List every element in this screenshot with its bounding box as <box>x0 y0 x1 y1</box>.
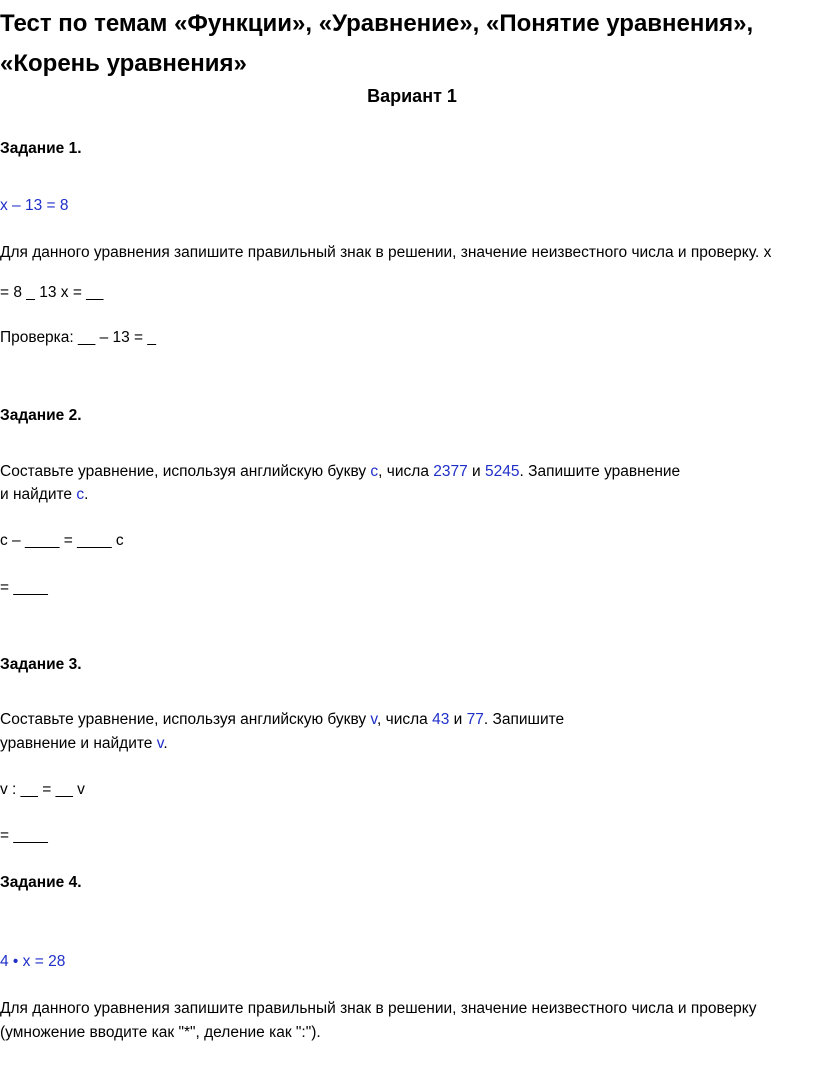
task2-number-1: 2377 <box>433 463 468 480</box>
task1-heading: Задание 1. <box>0 140 82 157</box>
task3-blank-line2: = ____ <box>0 827 48 844</box>
task3-text-line2: уравнение и найдите v. <box>0 735 168 752</box>
variant-heading: Вариант 1 <box>367 86 457 106</box>
task3-variable: v <box>370 711 378 728</box>
task3-number-2: 77 <box>466 711 484 728</box>
task2-blank-line2: = ____ <box>0 579 48 596</box>
task3-text-line1: Составьте уравнение, используя английскую букву v, числа 43 и 77. Запишите <box>0 711 565 728</box>
task2-variable: c <box>370 463 379 480</box>
title-line-1: Тест по темам «Функции», «Уравнение», «Понятие уравнения», <box>0 10 754 37</box>
task4-heading: Задание 4. <box>0 874 82 891</box>
title-line-2: «Корень уравнения» <box>0 50 247 77</box>
task3-variable-2: v <box>156 735 164 752</box>
task1-check: Проверка: __ – 13 = _ <box>0 329 157 346</box>
task1-instruction-line2: = 8 _ 13 x = __ <box>0 284 104 301</box>
task2-variable-2: c <box>76 486 85 503</box>
task2-number-2: 5245 <box>485 463 520 480</box>
task1-equation: x – 13 = 8 <box>0 197 69 214</box>
task2-text-line1: Составьте уравнение, используя английскую букву c, числа 2377 и 5245. Запишите уравнение <box>0 463 681 480</box>
task2-blank-line1: c – ____ = ____ c <box>0 532 124 549</box>
task3-blank-line1: v : __ = __ v <box>0 781 85 798</box>
task2-heading: Задание 2. <box>0 407 82 424</box>
task4-instruction-line2: (умножение вводите как "*", деление как ":"). <box>0 1024 321 1041</box>
task1-instruction-line1: Для данного уравнения запишите правильный знак в решении, значение неизвестного числа и проверку. x <box>0 244 772 261</box>
task4-instruction-line1: Для данного уравнения запишите правильный знак в решении, значение неизвестного числа и проверку <box>0 1000 757 1017</box>
document-title <box>0 4 753 84</box>
task4-equation: 4 • x = 28 <box>0 953 66 970</box>
task3-heading: Задание 3. <box>0 656 82 673</box>
task2-text-line2: и найдите c. <box>0 486 89 503</box>
task3-number-1: 43 <box>432 711 450 728</box>
